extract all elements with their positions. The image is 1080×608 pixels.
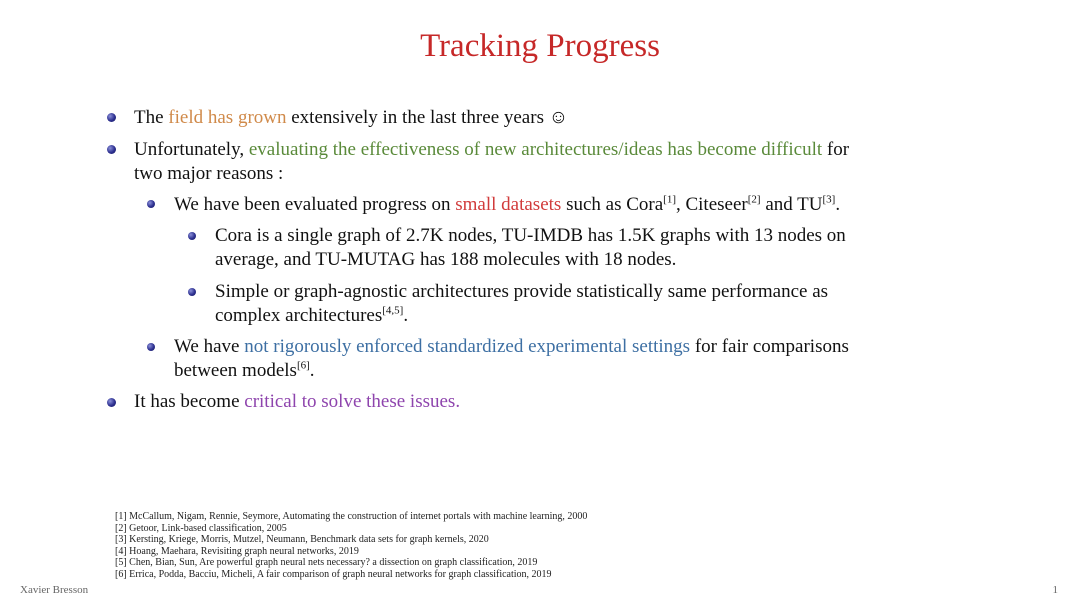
bullet-field-growth: The field has grown extensively in the last three years ☺ (134, 107, 569, 128)
sub-sub-bullet-simple-architectures: Simple or graph-agnostic architectures provide statistically same performance as complex architectures[4,5]. (215, 281, 829, 326)
sub-bullet-icon (147, 343, 155, 351)
bullet-icon (107, 113, 116, 122)
highlight-experimental-settings: not rigorously enforced standardized experimental settings (244, 336, 691, 357)
highlight-critical: critical to solve these issues. (244, 391, 461, 412)
bullet-icon (107, 145, 116, 154)
footer-author: Xavier Bresson (20, 584, 89, 596)
sub-bullet-experimental-settings: We have not rigorously enforced standardized experimental settings for fair comparisons between models[6]. (174, 336, 849, 381)
sub-sub-bullet-dataset-sizes: Cora is a single graph of 2.7K nodes, TU-IMDB has 1.5K graphs with 13 nodes on average, and TU-MUTAG has 188 molecules with 18 nodes. (215, 225, 846, 270)
reference-item: [3] Kersting, Kriege, Morris, Mutzel, Neumann, Benchmark data sets for graph kernels, 2020 (115, 534, 489, 546)
reference-item: [6] Errica, Podda, Bacciu, Micheli, A fair comparison of graph neural networks for graph classification, 2019 (115, 568, 552, 580)
sub-sub-bullet-icon (188, 232, 196, 240)
bullet-evaluation-difficult: Unfortunately, evaluating the effectiveness of new architectures/ideas has become difficult for two major reasons : (134, 139, 850, 184)
references-list (115, 511, 587, 581)
reference-item: [1] McCallum, Nigam, Rennie, Seymore, Automating the construction of internet portals with machine learning, 2000 (115, 511, 588, 522)
slide-title: Tracking Progress (420, 28, 660, 64)
sub-sub-bullet-icon (188, 288, 196, 296)
sub-bullet-icon (147, 200, 155, 208)
highlight-small-datasets: small datasets (455, 194, 562, 215)
reference-item: [5] Chen, Bian, Sun, Are powerful graph neural nets necessary? a dissection on graph classification, 2019 (115, 557, 538, 569)
footer-page-number: 1 (1052, 584, 1058, 596)
bullet-icon (107, 398, 116, 407)
reference-item: [4] Hoang, Maehara, Revisiting graph neural networks, 2019 (115, 545, 359, 557)
bullet-critical-issues: It has become critical to solve these issues. (134, 391, 461, 412)
highlight-field-grown: field has grown (168, 107, 287, 128)
reference-item: [2] Getoor, Link-based classification, 2005 (115, 522, 287, 534)
sub-bullet-small-datasets: We have been evaluated progress on small datasets such as Cora[1], Citeseer[2] and TU[3]. (174, 193, 841, 215)
highlight-evaluating: evaluating the effectiveness of new architectures/ideas has become difficult (248, 139, 823, 160)
